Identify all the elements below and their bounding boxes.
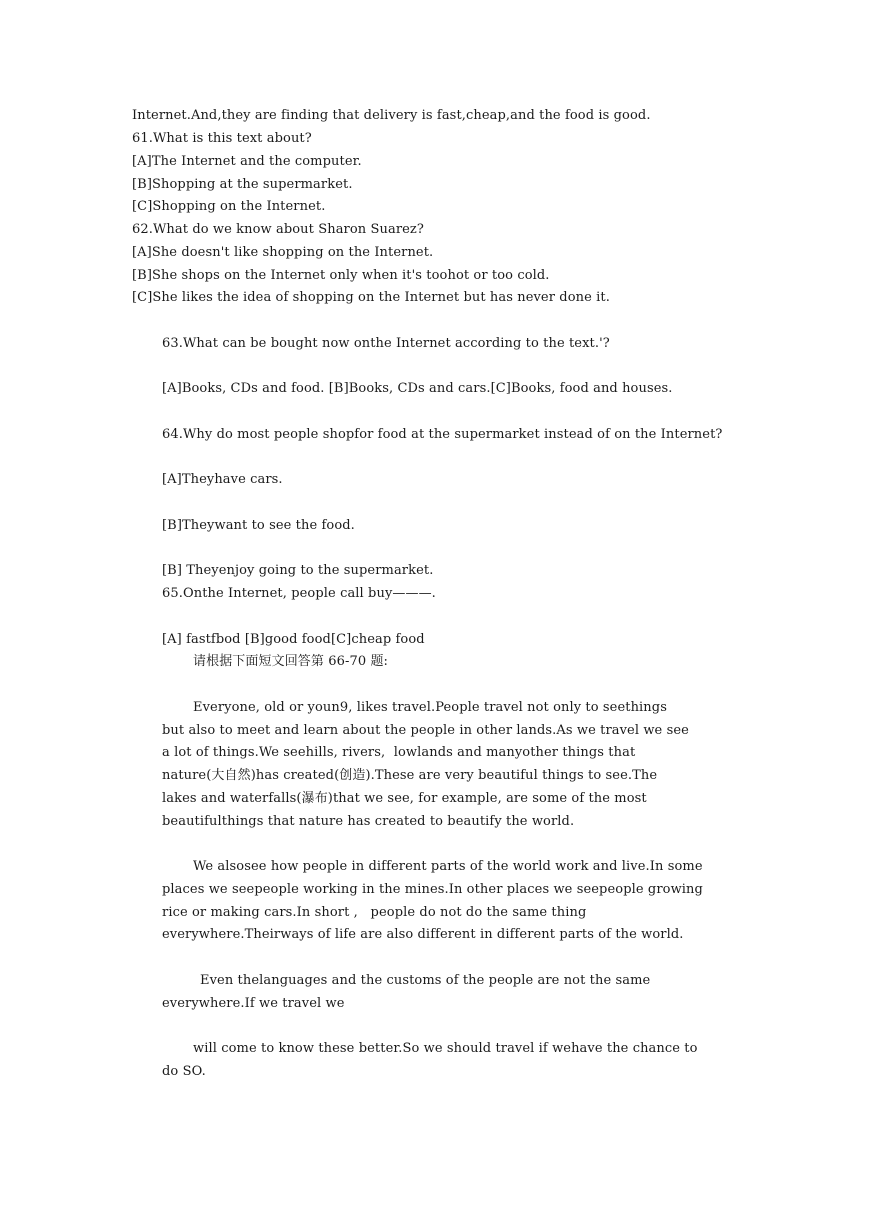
question-61: 61.What is this text about? — [132, 131, 312, 146]
q61-option-c: [C]Shopping on the Internet. — [132, 199, 326, 214]
passage-p3-line-2: everywhere.If we travel we — [162, 996, 345, 1011]
question-62: 62.What do we know about Sharon Suarez? — [132, 222, 424, 237]
q61-option-a: [A]The Internet and the computer. — [132, 154, 362, 169]
passage-p2-line-4: everywhere.Theirways of life are also different in different parts of the world. — [162, 927, 684, 942]
passage-p1-line-3: a lot of things.We seehills, rivers, lowlands and manyother things that — [162, 745, 636, 760]
passage-p1-line-1: Everyone, old or youn9, likes travel.People travel not only to seethings — [193, 700, 667, 715]
question-64: 64.Why do most people shopfor food at the supermarket instead of on the Internet? — [162, 427, 723, 442]
q63-options: [A]Books, CDs and food. [B]Books, CDs and cars.[C]Books, food and houses. — [162, 381, 673, 396]
q61-option-b: [B]Shopping at the supermarket. — [132, 177, 353, 192]
q64-option-a: [A]Theyhave cars. — [162, 472, 283, 487]
passage-p2-line-1: We alsosee how people in different parts of the world work and live.In some — [193, 859, 703, 874]
passage-p4-line-2: do SO. — [162, 1064, 206, 1079]
q62-option-a: [A]She doesn't like shopping on the Internet. — [132, 245, 434, 260]
passage-p1-line-5: lakes and waterfalls(瀑布)that we see, for example, are some of the most — [162, 791, 647, 806]
q62-option-c: [C]She likes the idea of shopping on the Internet but has never done it. — [132, 290, 610, 305]
q64-option-b: [B]Theywant to see the food. — [162, 518, 355, 533]
intro-tail-line: Internet.And,they are finding that delivery is fast,cheap,and the food is good. — [132, 108, 651, 123]
q62-option-b: [B]She shops on the Internet only when it's toohot or too cold. — [132, 268, 550, 283]
question-65: 65.Onthe Internet, people call buy———. — [162, 586, 436, 601]
passage-p2-line-2: places we seepeople working in the mines.In other places we seepeople growing — [162, 882, 703, 897]
passage-p2-line-3: rice or making cars.In short , people do not do the same thing — [162, 905, 587, 920]
q65-options: [A] fastfbod [B]good food[C]cheap food — [162, 632, 425, 647]
passage-p1-line-2: but also to meet and learn about the people in other lands.As we travel we see — [162, 723, 689, 738]
passage-p3-line-1: Even thelanguages and the customs of the people are not the same — [200, 973, 651, 988]
passage-p4-line-1: will come to know these better.So we should travel if wehave the chance to — [193, 1041, 698, 1056]
passage-p1-line-6: beautifulthings that nature has created to beautify the world. — [162, 814, 575, 829]
passage-p1-line-4: nature(大自然)has created(创造).These are very beautiful things to see.The — [162, 768, 658, 783]
instruction-line: 请根据下面短文回答第 66-70 题: — [193, 654, 389, 669]
q64-option-c: [B] Theyenjoy going to the supermarket. — [162, 563, 434, 578]
question-63: 63.What can be bought now onthe Internet according to the text.'? — [162, 336, 610, 351]
